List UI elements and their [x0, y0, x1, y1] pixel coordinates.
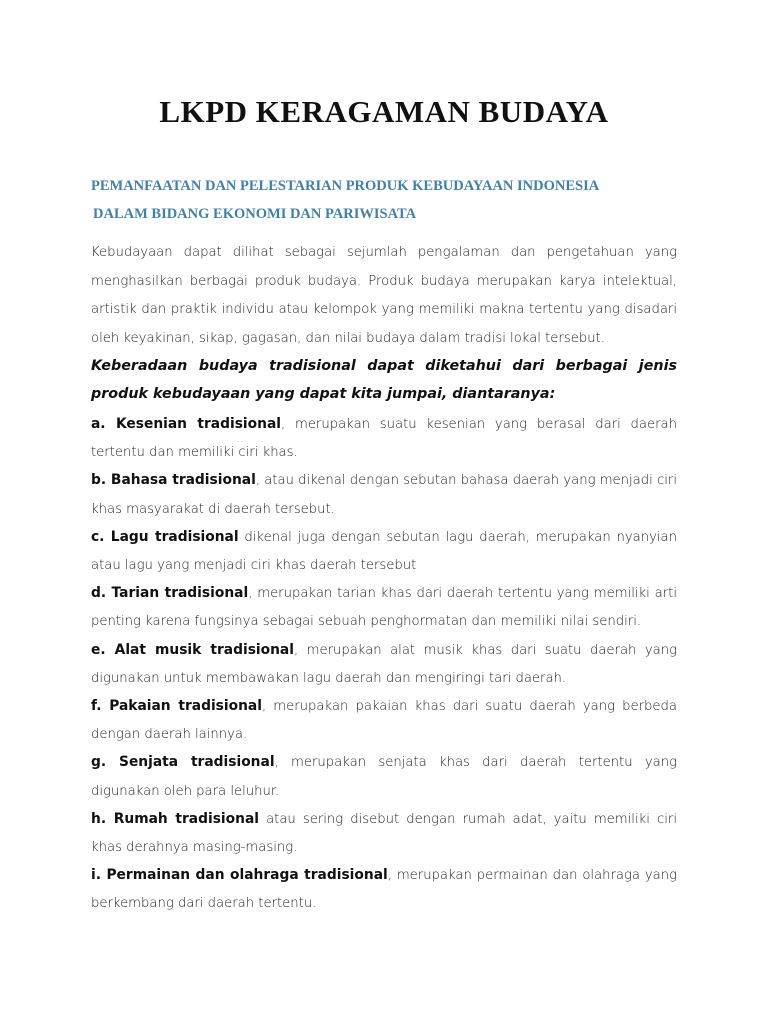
list-item-term: b. Bahasa tradisional: [91, 472, 256, 489]
list-item-desc: , merupakan senjata khas dari daerah tertentu yang digunakan oleh para leluhur.: [91, 755, 677, 799]
list-item-term: a. Kesenian tradisional: [91, 416, 281, 432]
list-item-term: i. Permainan dan olahraga tradisional: [91, 867, 388, 884]
subtitle-line-1: PEMANFAATAN DAN PELESTARIAN PRODUK KEBUDAYAAN INDONESIA: [91, 178, 600, 194]
subtitle-line-2: DALAM BIDANG EKONOMI DAN PARIWISATA: [93, 206, 417, 222]
intro-paragraph: Kebudayaan dapat dilihat sebagai sejumlah pengalaman dan pengetahuan yang menghasilkan berbagai produk budaya. Produk budaya merupakan karya intelektual, artistik dan praktik individu atau kelompok yang memiliki makna tertentu yang disadari oleh keyakinan, sikap, gagasan, dan nilai budaya dalam tradisi lokal tersebut.: [91, 245, 677, 346]
list-item-term: h. Rumah tradisional: [91, 810, 259, 827]
list-item-desc: , merupakan suatu kesenian yang berasal dari daerah tertentu dan memiliki ciri khas.: [91, 417, 677, 461]
list-item: [91, 861, 677, 917]
list-item-desc: , atau dikenal dengan sebutan bahasa daerah yang menjadi ciri khas masyarakat di daerah tersebut.: [91, 473, 677, 517]
list-item: [91, 805, 677, 861]
list-item-desc: , merupakan permainan dan olahraga yang berkembang dari daerah tertentu.: [91, 868, 677, 912]
list-item: [91, 466, 677, 522]
list-item-term: c. Lagu tradisional: [91, 528, 239, 545]
list-item-desc: , merupakan tarian khas dari daerah tertentu yang memiliki arti penting karena fungsinya sebagai sebuah penghormatan dan memiliki nilai sendiri.: [91, 586, 677, 630]
lead-paragraph: Keberadaan budaya tradisional dapat diketahui dari berbagai jenis produk kebudayaan yang dapat kita jumpai, diantaranya:: [91, 358, 677, 402]
list-item-desc: , merupakan pakaian khas dari suatu daerah yang berbeda dengan daerah lainnya.: [91, 698, 677, 743]
list-item: [91, 523, 677, 579]
list-item-desc: atau sering disebut dengan rumah adat, yaitu memiliki ciri khas derahnya masing-masing.: [91, 811, 677, 855]
document-subtitle: [91, 172, 688, 228]
list-item: [91, 579, 677, 635]
list-item: [91, 636, 677, 692]
list-item-term: e. Alat musik tradisional: [91, 641, 294, 658]
document-title: LKPD KERAGAMAN BUDAYA: [159, 94, 609, 129]
list-item-term: g. Senjata tradisional: [91, 754, 275, 771]
list-item: [91, 748, 677, 804]
list-item: [91, 410, 677, 466]
list-item-term: f. Pakaian tradisional: [91, 697, 262, 714]
list-item-desc: dikenal juga dengan sebutan lagu daerah, merupakan nyanyian atau lagu yang menjadi ciri khas daerah tersebut: [91, 529, 677, 573]
culture-product-list: [91, 410, 677, 918]
list-item-term: d. Tarian tradisional: [91, 585, 249, 602]
list-item-desc: , merupakan alat musik khas dari suatu daerah yang digunakan untuk membawakan lagu daerah dan mengiringi tari daerah.: [91, 642, 677, 686]
list-item: [91, 692, 677, 748]
